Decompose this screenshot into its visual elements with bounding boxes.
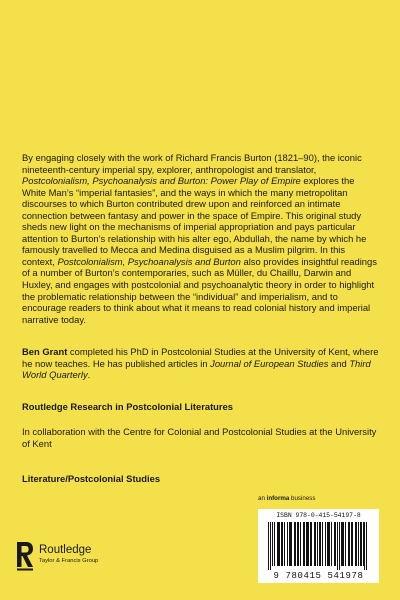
barcode-bar [366,522,367,570]
informa-business-line [258,495,315,503]
publisher-name: Routledge [39,544,92,556]
barcode-bar [277,522,280,566]
barcode-bar [334,522,336,566]
barcode-bar [348,522,350,566]
informa-brand: informa [266,495,290,502]
barcode-bar [364,522,365,570]
barcode-bar [358,522,359,566]
routledge-logo [14,540,124,576]
barcode-bar [360,522,362,566]
barcode-bar [268,522,269,570]
barcode-bar [303,522,305,566]
journal-name-1: Journal of European Studies [210,357,329,369]
book-title-short: Postcolonialism, Psychoanalysis and Burton [57,255,241,267]
description-text-2: explores the White Man’s “imperial fantasies”, and the ways in which the many metropolitan discourses to which Burton contributed drew upon and reinforced an intimate connection between fantasy and power in the space of Empire. This original study sheds new light on the mechanisms of imperial appropriation and pays particular attention to Burton’s relationship with his alter ego, Abdullah, the name by which he famously travelled to Mecca and Medina disguised as a Muslim pilgrim. In this context, [22,175,367,267]
isbn-number: ISBN 978-0-415-54197-8 [276,512,361,519]
ean-digits: 9 780415 541978 [273,571,364,581]
barcode-bar [294,522,296,566]
barcode-bar [297,522,299,566]
barcode-bar [310,522,312,566]
description-text-1: By engaging closely with the work of Richard Francis Burton (1821–90), the iconic nineteenth-century imperial spy, explorer, anthropologist and translator, [22,152,362,175]
barcode-bar [363,522,364,566]
barcode-bar [306,522,309,566]
barcode-bar [325,522,326,566]
book-description [22,152,380,325]
barcode-bar [322,522,323,566]
author-name: Ben Grant [22,346,68,357]
barcode-bar [287,522,288,566]
barcode-bar [284,522,285,566]
barcode-bar [319,522,321,566]
author-bio [22,346,380,381]
barcode-bar [281,522,283,566]
journal-name-2: Third World Quarterly [22,357,371,381]
barcode-bar [274,522,275,566]
publisher-group: Taylor & Francis Group [39,558,99,564]
barcode-bar [351,522,353,566]
author-bio-text: completed his PhD in Postcolonial Studies at the University of Kent, where he now teaches. He has published articles in [22,346,379,369]
author-bio-and: and [328,357,350,369]
barcode-bar [272,522,273,566]
routledge-r-icon [14,540,36,572]
author-bio-end: . [87,369,91,381]
series-title: Routledge Research in Postcolonial Literatures [22,401,233,412]
informa-suffix: business [289,495,316,502]
description-text-3: also provides insightful readings of a number of Burton’s contemporaries, such as Müller, du Chaillu, Darwin and Huxley, and engages with postcolonial and psychoanalytic theory in order to highlight the problematic relationship between the “individual” and imperialism, and to encourage readers to think about what it means to read colonial history and imperial narrative today. [22,255,377,325]
informa-prefix: an [258,495,267,502]
collaboration-note: In collaboration with the Centre for Colonial and Postcolonial Studies at the University of Kent [22,426,377,449]
barcode-bar [337,522,338,570]
barcode-bar [331,522,332,566]
subject-category: Literature/Postcolonial Studies [22,473,161,484]
barcode-bar [317,522,318,566]
barcode-bar [314,522,316,566]
barcode-bar [339,522,340,570]
barcode-bar [270,522,271,570]
barcode-bar [300,522,301,566]
barcode-bar [341,522,344,566]
barcode-bar [345,522,346,566]
book-title: Postcolonialism, Psychoanalysis and Burton: Power Play of Empire [22,175,301,187]
barcode-bar [289,522,292,566]
barcode-icon [267,522,370,570]
barcode-bar [355,522,357,566]
barcode-bar [327,522,330,566]
barcode-panel [258,509,379,583]
